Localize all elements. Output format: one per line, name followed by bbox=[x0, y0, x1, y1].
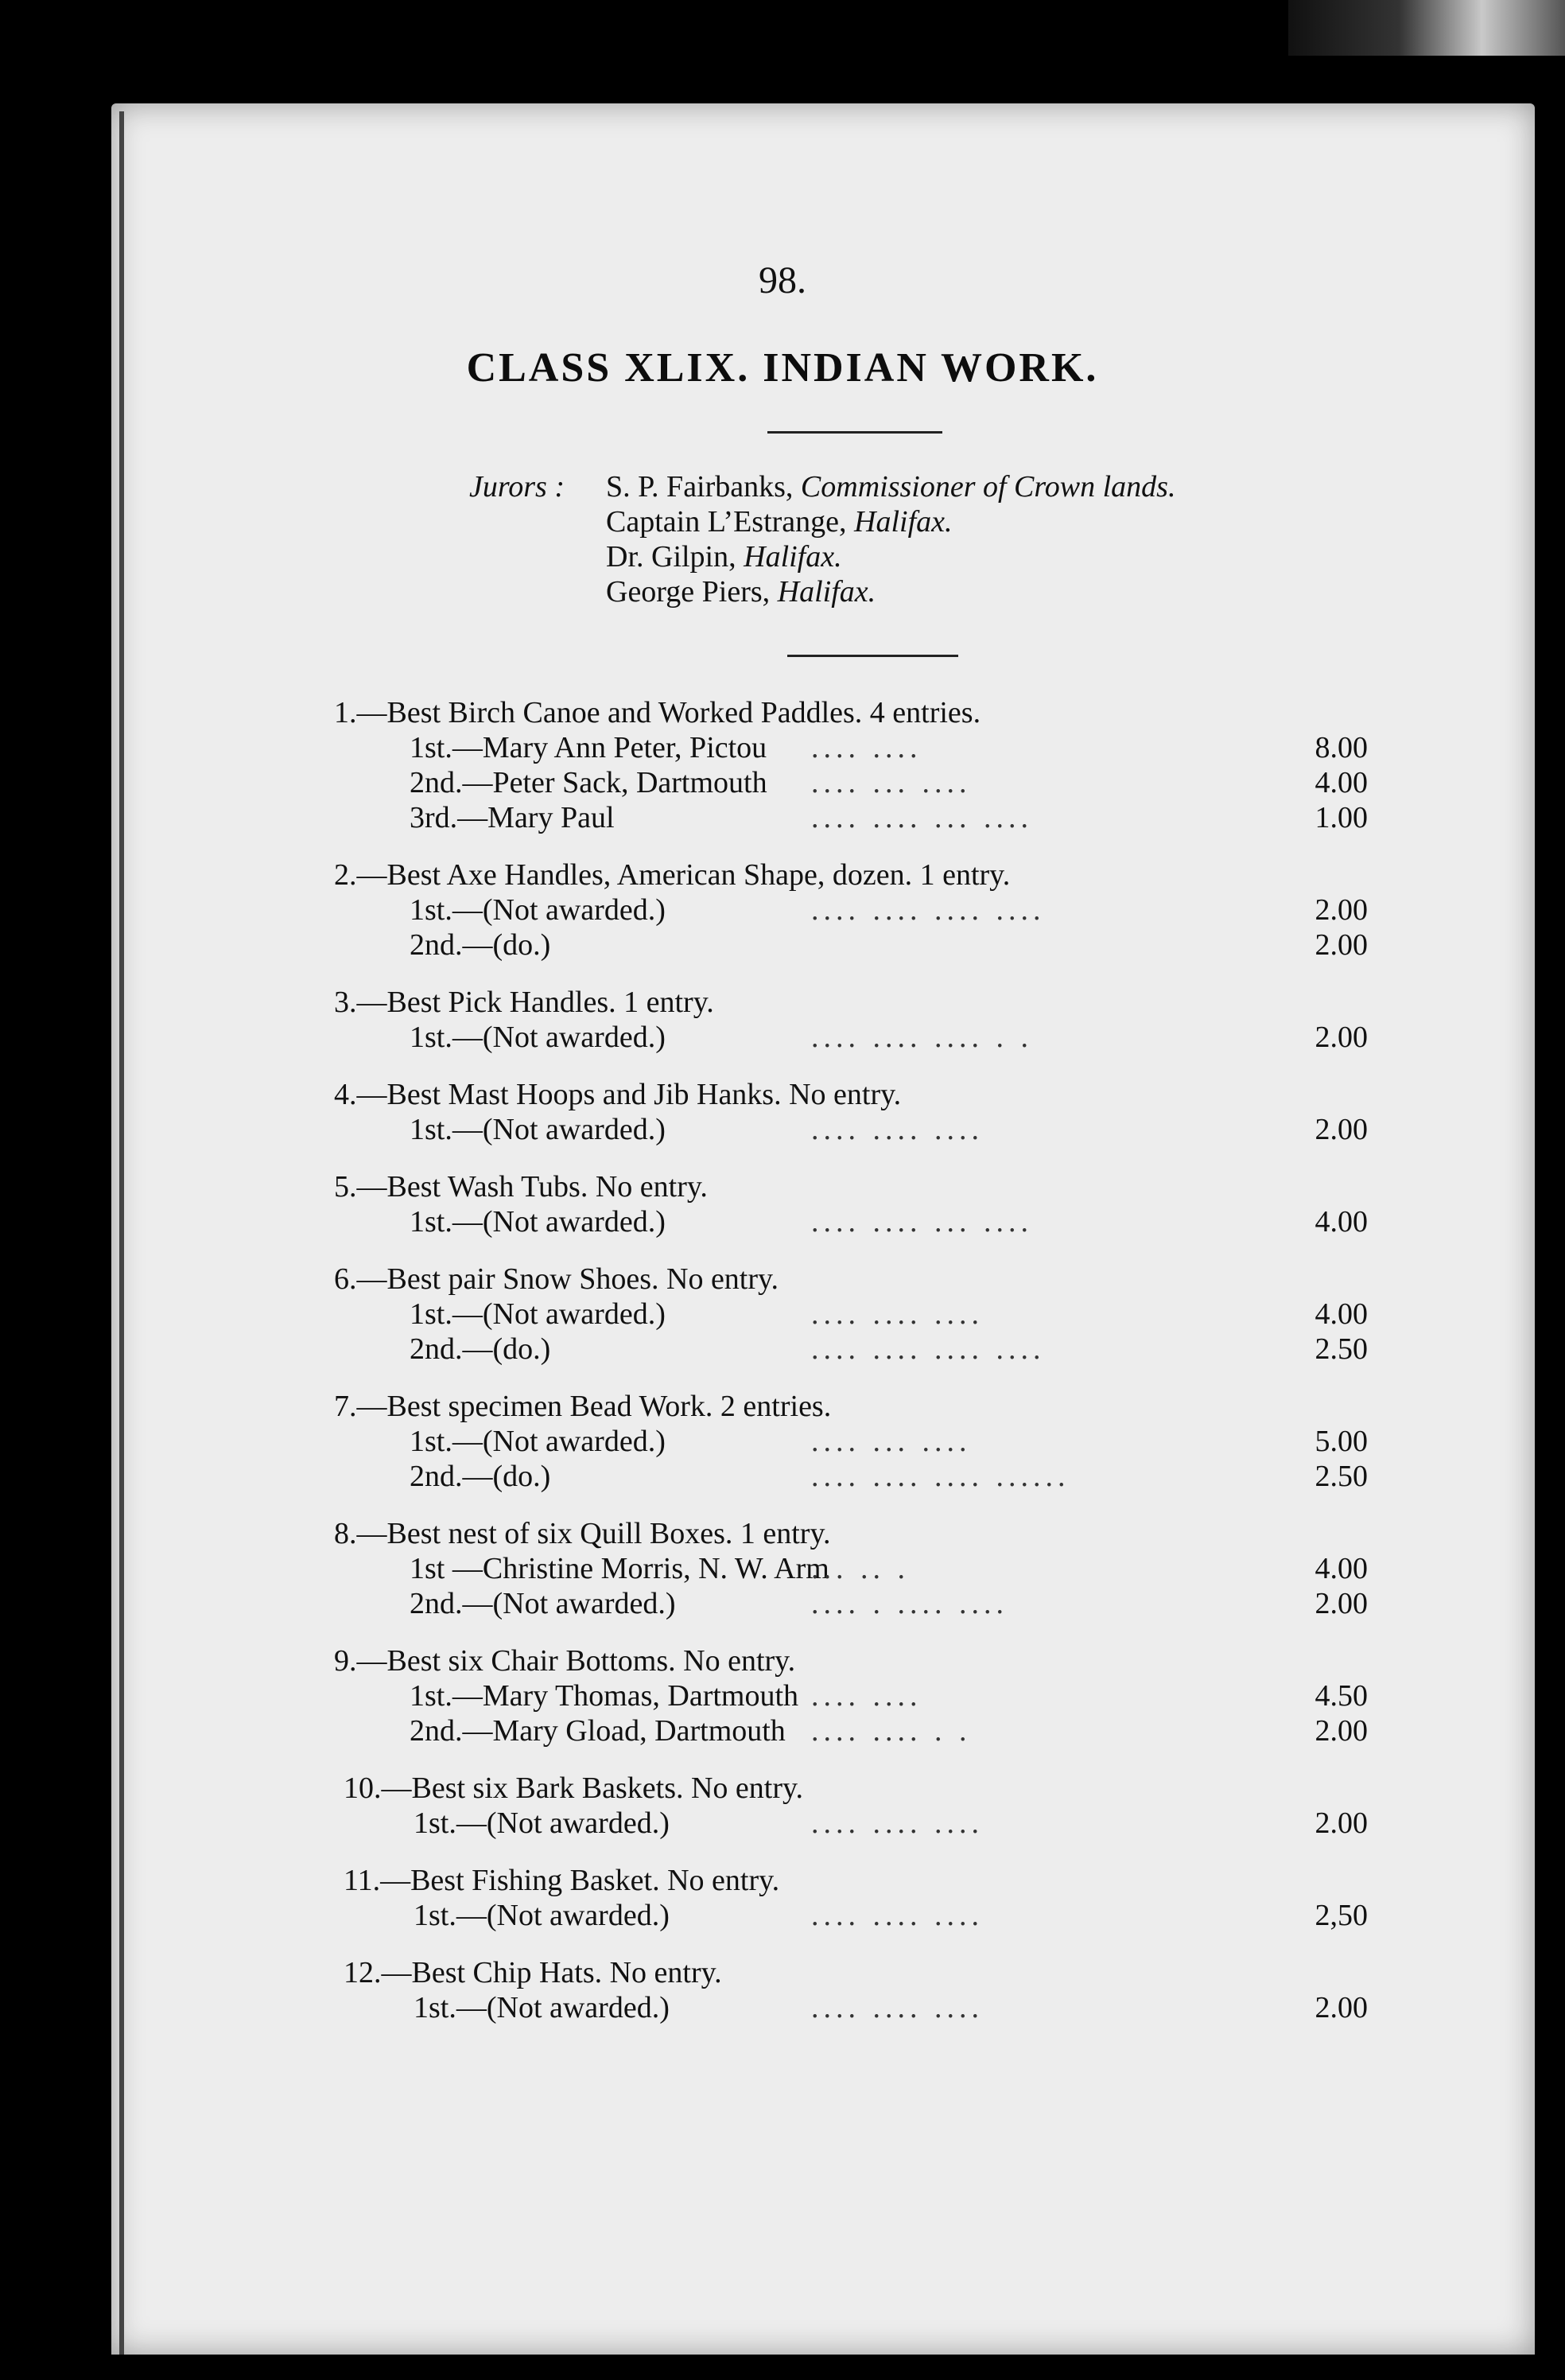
prize-entry bbox=[334, 695, 1368, 835]
prize-entry bbox=[334, 1169, 1368, 1239]
prize-amount: 2.00 bbox=[1315, 1714, 1368, 1748]
leader-dots: .... .... .... .... bbox=[811, 893, 1046, 927]
award-row bbox=[334, 1020, 1368, 1055]
prize-entry bbox=[334, 1389, 1368, 1494]
award-text: 2nd.—(do.) bbox=[410, 928, 551, 962]
juror-place: Halifax. bbox=[777, 575, 876, 609]
prize-amount: 2.00 bbox=[1315, 1991, 1368, 2024]
entry-heading: 10.—Best six Bark Baskets. No entry. bbox=[344, 1771, 804, 1805]
entry-heading: 6.—Best pair Snow Shoes. No entry. bbox=[334, 1262, 779, 1296]
award-text: 1st.—(Not awarded.) bbox=[414, 1991, 670, 2024]
prize-amount: 2.00 bbox=[1315, 893, 1368, 927]
award-row bbox=[334, 892, 1368, 928]
prize-amount: 2.00 bbox=[1315, 1587, 1368, 1620]
leader-dots: .... .... .... ...... bbox=[811, 1460, 1070, 1493]
award-text: 2nd.—(Not awarded.) bbox=[410, 1587, 676, 1620]
prize-amount: 8.00 bbox=[1315, 731, 1368, 764]
leader-dots: .... .... .... . . bbox=[811, 1021, 1033, 1054]
leader-dots: .... .... .... .... bbox=[811, 1332, 1046, 1366]
prize-amount: 2.00 bbox=[1315, 1113, 1368, 1146]
prize-entry bbox=[334, 1955, 1368, 2025]
leader-dots: .... ... .... bbox=[811, 1425, 972, 1458]
juror-place: Halifax. bbox=[744, 540, 842, 574]
entry-heading: 9.—Best six Chair Bottoms. No entry. bbox=[334, 1644, 796, 1678]
prize-entry bbox=[334, 1643, 1368, 1748]
juror-name: S. P. Fairbanks, bbox=[606, 470, 801, 504]
award-text: 1st.—(Not awarded.) bbox=[414, 1899, 670, 1932]
juror-name: Dr. Gilpin, bbox=[606, 540, 744, 574]
award-text: 1st.—(Not awarded.) bbox=[410, 1021, 666, 1054]
award-row bbox=[334, 1551, 1368, 1586]
award-row bbox=[334, 1424, 1368, 1459]
prize-amount: 2.50 bbox=[1315, 1332, 1368, 1366]
award-row bbox=[334, 928, 1368, 962]
leader-dots: .... .... .... bbox=[811, 1899, 984, 1932]
award-text: 1st.—(Not awarded.) bbox=[414, 1806, 670, 1840]
award-text: 2nd.—(do.) bbox=[410, 1460, 551, 1493]
prize-amount: 4.00 bbox=[1315, 1297, 1368, 1331]
page-number: 98. bbox=[759, 259, 806, 301]
award-text: 2nd.—Mary Gload, Dartmouth bbox=[410, 1714, 786, 1748]
award-row bbox=[334, 1678, 1368, 1713]
award-row bbox=[334, 1297, 1368, 1332]
leader-dots: .... ... .... bbox=[811, 766, 972, 799]
entry-heading: 8.—Best nest of six Quill Boxes. 1 entry. bbox=[334, 1517, 831, 1550]
award-row bbox=[334, 1459, 1368, 1494]
award-text: 3rd.—Mary Paul bbox=[410, 801, 615, 834]
juror-name: Captain L’Estrange, bbox=[606, 505, 855, 539]
prize-entry bbox=[334, 858, 1368, 962]
award-row bbox=[334, 1806, 1368, 1841]
divider-rule bbox=[787, 655, 958, 657]
prize-entry bbox=[334, 1262, 1368, 1367]
prize-amount: 4.50 bbox=[1315, 1679, 1368, 1713]
award-row bbox=[334, 1112, 1368, 1147]
award-text: 1st.—(Not awarded.) bbox=[410, 1113, 666, 1146]
award-row bbox=[334, 1204, 1368, 1239]
juror-line bbox=[606, 539, 1175, 574]
award-row bbox=[334, 1713, 1368, 1748]
entry-heading: 1.—Best Birch Canoe and Worked Paddles. 4 entries. bbox=[334, 696, 981, 729]
prize-amount: 4.00 bbox=[1315, 1552, 1368, 1585]
prize-amount: 2,50 bbox=[1315, 1899, 1368, 1932]
leader-dots: .... . .... .... bbox=[811, 1587, 1008, 1620]
entry-heading: 7.—Best specimen Bead Work. 2 entries. bbox=[334, 1390, 832, 1423]
jurors-label: Jurors : bbox=[469, 470, 565, 504]
prize-amount: 2.00 bbox=[1315, 1021, 1368, 1054]
juror-line bbox=[606, 469, 1175, 504]
award-row bbox=[334, 765, 1368, 800]
award-row bbox=[334, 1332, 1368, 1367]
award-text: 1st.—(Not awarded.) bbox=[410, 893, 666, 927]
prize-amount: 2.50 bbox=[1315, 1460, 1368, 1493]
award-text: 2nd.—Peter Sack, Dartmouth bbox=[410, 766, 767, 799]
prize-list bbox=[334, 695, 1368, 2048]
award-row bbox=[334, 800, 1368, 835]
prize-amount: 1.00 bbox=[1315, 801, 1368, 834]
award-text: 1st —Christine Morris, N. W. Arm bbox=[410, 1552, 829, 1585]
page-spine bbox=[119, 111, 124, 2355]
entry-heading: 4.—Best Mast Hoops and Jib Hanks. No entry. bbox=[334, 1078, 902, 1111]
prize-amount: 5.00 bbox=[1315, 1425, 1368, 1458]
leader-dots: .... .... . . bbox=[811, 1714, 972, 1748]
juror-place: Halifax. bbox=[854, 505, 953, 539]
entry-heading: 12.—Best Chip Hats. No entry. bbox=[344, 1956, 722, 1989]
prize-entry bbox=[334, 985, 1368, 1055]
award-text: 1st.—Mary Ann Peter, Pictou bbox=[410, 731, 767, 764]
prize-amount: 4.00 bbox=[1315, 1205, 1368, 1239]
juror-name: George Piers, bbox=[606, 575, 778, 609]
class-title: CLASS XLIX. INDIAN WORK. bbox=[466, 345, 1099, 391]
prize-entry bbox=[334, 1077, 1368, 1147]
award-text: 1st.—(Not awarded.) bbox=[410, 1205, 666, 1239]
award-text: 1st.—Mary Thomas, Dartmouth bbox=[410, 1679, 799, 1713]
prize-entry bbox=[334, 1516, 1368, 1621]
juror-place: Commissioner of Crown lands. bbox=[800, 470, 1176, 504]
juror-line bbox=[606, 574, 1175, 609]
entry-heading: 3.—Best Pick Handles. 1 entry. bbox=[334, 986, 714, 1019]
award-text: 2nd.—(do.) bbox=[410, 1332, 551, 1366]
award-row bbox=[334, 1586, 1368, 1621]
leader-dots: .... .... bbox=[811, 731, 922, 764]
prize-entry bbox=[334, 1863, 1368, 1933]
leader-dots: .... .... ... .... bbox=[811, 1205, 1033, 1239]
juror-line bbox=[606, 504, 1175, 539]
leader-dots: .... .... .... bbox=[811, 1991, 984, 2024]
leader-dots: .... .... .... bbox=[811, 1113, 984, 1146]
prize-amount: 4.00 bbox=[1315, 766, 1368, 799]
prize-entry bbox=[334, 1771, 1368, 1841]
entry-heading: 5.—Best Wash Tubs. No entry. bbox=[334, 1170, 708, 1204]
jurors-block bbox=[469, 469, 1176, 609]
prize-amount: 2.00 bbox=[1315, 928, 1368, 962]
divider-rule bbox=[767, 431, 942, 434]
entry-heading: 2.—Best Axe Handles, American Shape, dozen. 1 entry. bbox=[334, 858, 1011, 892]
entry-heading: 11.—Best Fishing Basket. No entry. bbox=[344, 1864, 780, 1897]
prize-amount: 2.00 bbox=[1315, 1806, 1368, 1840]
leader-dots: .... .... bbox=[811, 1679, 922, 1713]
award-row bbox=[334, 730, 1368, 765]
award-text: 1st.—(Not awarded.) bbox=[410, 1425, 666, 1458]
award-row bbox=[334, 1898, 1368, 1933]
leader-dots: ... .. . bbox=[811, 1552, 910, 1585]
award-row bbox=[334, 1990, 1368, 2025]
leader-dots: .... .... .... bbox=[811, 1806, 984, 1840]
leader-dots: .... .... .... bbox=[811, 1297, 984, 1331]
leader-dots: .... .... ... .... bbox=[811, 801, 1033, 834]
scan-edge bbox=[1288, 0, 1565, 56]
award-text: 1st.—(Not awarded.) bbox=[410, 1297, 666, 1331]
